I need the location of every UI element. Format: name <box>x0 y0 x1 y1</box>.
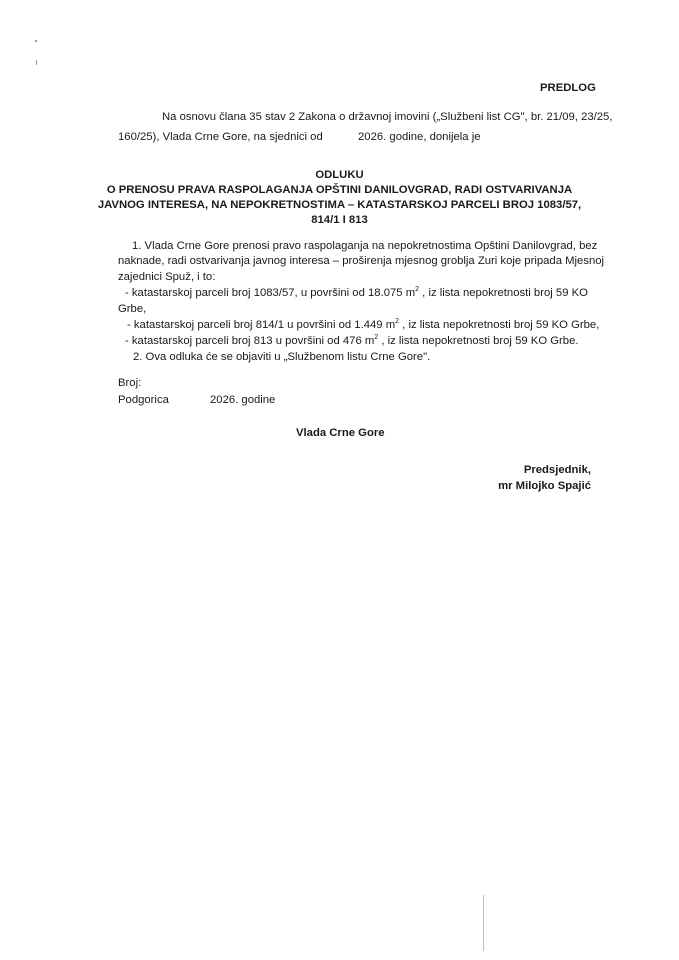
signatory-role: Predsjednik, <box>523 464 591 476</box>
signatory-name: mr Milojko Spajić <box>498 480 591 492</box>
item-1-line: 1. Vlada Crne Gore prenosi pravo raspolaganja na nepokretnostima Opštini Danilovgrad, bez <box>132 240 598 252</box>
number-label: Broj: <box>118 377 142 389</box>
footer-date: 2026. godine <box>210 394 276 406</box>
preamble-line: Na osnovu člana 35 stav 2 Zakona o državnoj imovini („Službeni list CG", br. 21/09, 23/25, <box>162 111 613 123</box>
document-title-line: O PRENOSU PRAVA RASPOLAGANJA OPŠTINI DANILOVGRAD, RADI OSTVARIVANJA <box>106 184 573 196</box>
item-1-line: naknade, radi ostvarivanja javnog interesa – proširenja mjesnog groblja Zuri koje pripada Mjesnoj <box>118 255 605 267</box>
parcel-item: - katastarskoj parceli broj 814/1 u površini od 1.449 $m^2$ , iz lista nepokretnosti broj 59 KO Grbe, <box>127 318 600 331</box>
item-2: 2. Ova odluka će se objaviti u „Službenom listu Crne Gore". <box>133 351 431 363</box>
parcel-item: - katastarskoj parceli broj 813 u površini od 476 $m^2$ , iz lista nepokretnosti broj 59 KO Grbe. <box>125 334 579 347</box>
scan-line <box>483 895 484 951</box>
government-name: Vlada Crne Gore <box>296 427 385 439</box>
scan-mark <box>36 60 37 65</box>
document-title-line: 814/1 I 813 <box>311 214 368 226</box>
scan-mark <box>35 40 37 42</box>
parcel-item-cont: Grbe, <box>118 303 147 315</box>
document-heading: ODLUKU <box>315 169 364 181</box>
place: Podgorica <box>118 394 169 406</box>
preamble-line: 160/25), Vlada Crne Gore, na sjednici od <box>118 131 323 143</box>
parcel-item: - katastarskoj parceli broj 1083/57, u površini od 18.075 $m^2$ , iz lista nepokretnosti broj 59 KO <box>125 286 588 299</box>
draft-label: PREDLOG <box>540 82 596 94</box>
document-title-line: JAVNOG INTERESA, NA NEPOKRETNOSTIMA – KATASTARSKOJ PARCELI BROJ 1083/57, <box>97 199 582 211</box>
item-1-line: zajednici Spuž, i to: <box>118 271 216 283</box>
preamble-date: 2026. godine, donijela je <box>358 131 481 143</box>
